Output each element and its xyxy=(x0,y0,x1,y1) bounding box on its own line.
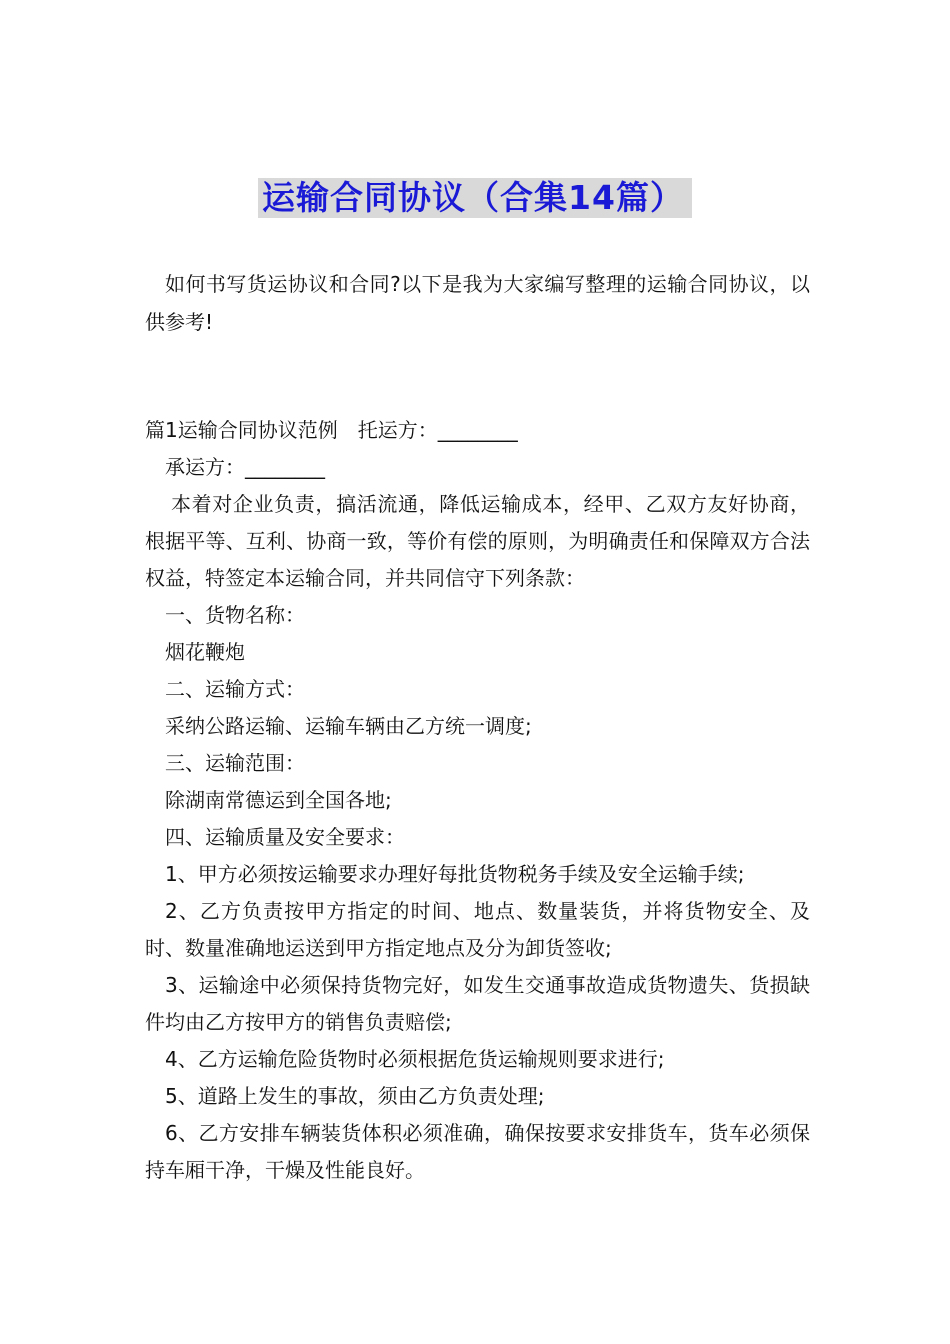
preamble-paragraph: 本着对企业负责，搞活流通，降低运输成本，经甲、乙双方友好协商，根据平等、互利、协商一致，等价有偿的原则，为明确责任和保障双方合法权益，特签定本运输合同，并共同信守下列条款： xyxy=(145,492,810,590)
intro-section xyxy=(145,265,810,341)
title-container xyxy=(0,178,950,218)
section-heading: 三、运输范围： xyxy=(165,751,305,775)
clause-item: 6、乙方安排车辆装货体积必须准确，确保按要求安排货车，货车必须保持车厢干净，干燥及性能良好。 xyxy=(145,1121,810,1182)
clause-item: 5、道路上发生的事故，须由乙方负责处理; xyxy=(165,1084,545,1108)
clause-item: 3、运输途中必须保持货物完好，如发生交通事故造成货物遗失、货损缺件均由乙方按甲方的销售负责赔偿; xyxy=(145,973,810,1034)
clause-item: 4、乙方运输危险货物时必须根据危货运输规则要求进行; xyxy=(165,1047,665,1071)
document-title: 运输合同协议（合集14篇） xyxy=(258,178,692,218)
clause-item: 1、甲方必须按运输要求办理好每批货物税务手续及安全运输手续; xyxy=(165,862,745,886)
carrier-line: 承运方：________ xyxy=(165,455,325,479)
clause-item: 2、乙方负责按甲方指定的时间、地点、数量装货，并将货物安全、及时、数量准确地运送到甲方指定地点及分为卸货签收; xyxy=(145,899,810,960)
section-heading: 四、运输质量及安全要求： xyxy=(165,825,405,849)
contract-heading-line: 篇1运输合同协议范例 托运方：________ xyxy=(145,418,518,442)
section-text: 除湖南常德运到全国各地; xyxy=(165,788,392,812)
intro-paragraph: 如何书写货运协议和合同?以下是我为大家编写整理的运输合同协议，以供参考! xyxy=(145,272,810,334)
section-text: 烟花鞭炮 xyxy=(165,640,245,664)
section-heading: 二、运输方式： xyxy=(165,677,305,701)
contract-body xyxy=(145,412,810,1189)
section-text: 采纳公路运输、运输车辆由乙方统一调度; xyxy=(165,714,532,738)
section-heading: 一、货物名称： xyxy=(165,603,305,627)
